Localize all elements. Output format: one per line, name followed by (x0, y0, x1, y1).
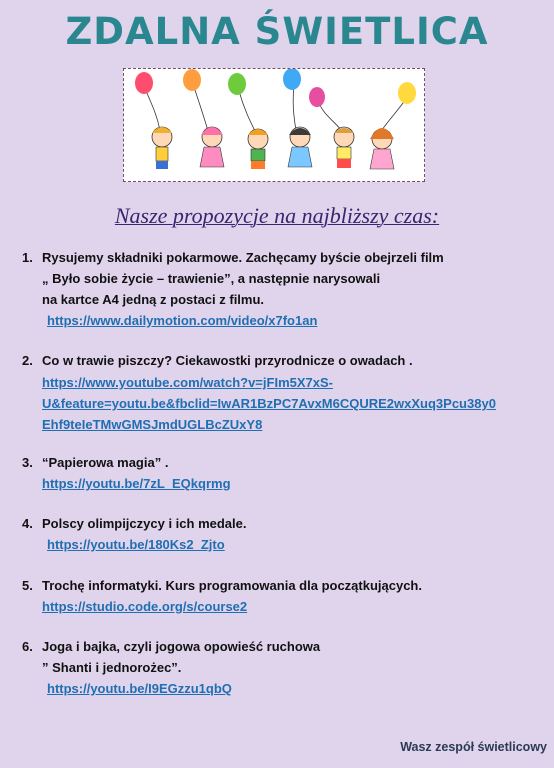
section-heading: Nasze propozycje na najbliższy czas: (114, 203, 440, 228)
children-balloons-illustration (123, 68, 425, 182)
item-text: “Papierowa magia” . (42, 455, 169, 470)
item-number: 5. (22, 578, 33, 593)
item-number: 3. (22, 455, 33, 470)
item-number: 4. (22, 516, 33, 531)
item-number: 2. (22, 353, 33, 368)
item-text: na kartce A4 jedną z postaci z filmu. (42, 292, 265, 307)
item-link[interactable]: https://www.youtube.com/watch?v=jFIm5X7xS- (42, 375, 333, 390)
item-number: 6. (22, 639, 33, 654)
item-number: 1. (22, 250, 33, 265)
item-link[interactable]: https://studio.code.org/s/course2 (42, 599, 248, 614)
item-link[interactable]: U&feature=youtu.be&fbclid=IwAR1BzPC7AvxM6CQURE2wxXuq3Pcu38y0 (42, 396, 496, 411)
item-text: Joga i bajka, czyli jogowa opowieść ruchowa (42, 639, 321, 654)
children-balloons-drawing (124, 69, 424, 181)
item-text: ” Shanti i jednorożec”. (42, 660, 182, 675)
signature: Wasz zespół świetlicowy (400, 740, 547, 754)
item-text: Trochę informatyki. Kurs programowania dla początkujących. (42, 578, 422, 593)
item-text: Co w trawie piszczy? Ciekawostki przyrodnicze o owadach . (42, 353, 413, 368)
item-link[interactable]: https://youtu.be/180Ks2_Zjto (47, 537, 225, 552)
item-text: Polscy olimpijczycy i ich medale. (42, 516, 247, 531)
item-link[interactable]: Ehf9teIeTMwGMSJmdUGLBcZUxY8 (42, 417, 263, 432)
item-link[interactable]: https://youtu.be/I9EGzzu1qbQ (47, 681, 232, 696)
page-title: ZDALNA ŚWIETLICA (65, 10, 489, 53)
item-link[interactable]: https://youtu.be/7zL_EQkqrmg (42, 476, 231, 491)
item-link[interactable]: https://www.dailymotion.com/video/x7fo1an (47, 313, 318, 328)
item-text: „ Było sobie życie – trawienie”, a następnie narysowali (42, 271, 381, 286)
item-text: Rysujemy składniki pokarmowe. Zachęcamy byście obejrzeli film (42, 250, 444, 265)
